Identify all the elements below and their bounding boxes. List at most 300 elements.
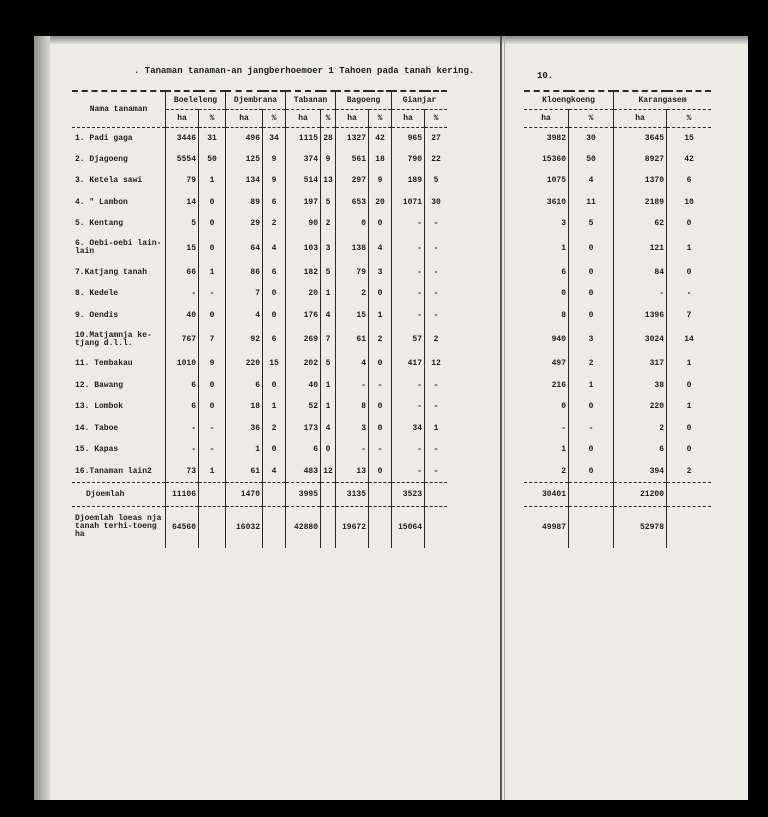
bagoeng-ha-cell: 79 (336, 262, 369, 284)
table-row (524, 235, 711, 262)
total-value: 3995 (286, 482, 321, 506)
kloengkoeng-pct-cell: 1 (569, 375, 614, 397)
bagoeng-ha-cell: - (336, 375, 369, 397)
karangasem-pct-cell: - (686, 289, 692, 299)
djembrana-pct-cell: 0 (263, 305, 286, 327)
bagoeng-ha-cell: 2 (336, 283, 369, 305)
boeleleng-pct-cell: - (199, 283, 226, 305)
table-row (524, 192, 711, 214)
bagoeng-pct-cell: 0 (369, 418, 392, 440)
bagoeng-ha-cell: 297 (336, 170, 369, 192)
kloengkoeng-ha-cell: 2 (524, 461, 569, 483)
boeleleng-pct-cell: 0 (199, 305, 226, 327)
tabanan-ha-cell: 202 (286, 353, 321, 375)
header-unit-pct: % (433, 113, 439, 123)
area-spacer (425, 506, 448, 548)
bagoeng-pct-cell: - (369, 375, 392, 397)
header-unit-pct: % (369, 109, 392, 127)
total-spacer (263, 482, 286, 506)
table-row (72, 213, 447, 235)
boeleleng-ha-cell: 6 (166, 375, 199, 397)
bagoeng-pct-cell: 18 (369, 149, 392, 171)
kloengkoeng-pct-cell: 11 (569, 192, 614, 214)
header-unit-ha: ha (226, 109, 263, 127)
karangasem-pct-cell: 7 (686, 310, 692, 320)
crop-name: 8. Kedele (72, 283, 166, 305)
karangasem-pct-cell: 14 (684, 335, 694, 344)
karangasem-ha-cell: 220 (614, 396, 667, 418)
bagoeng-pct-cell: 0 (369, 461, 392, 483)
tabanan-pct-cell: 7 (321, 326, 336, 353)
tabanan-pct-cell: 5 (321, 192, 336, 214)
karangasem-pct-cell: 0 (686, 445, 692, 455)
area-spacer (321, 506, 336, 548)
boeleleng-pct-cell: 7 (199, 326, 226, 353)
header-unit-pct: % (321, 109, 336, 127)
crop-table-left (72, 90, 447, 548)
kloengkoeng-ha-cell: 8 (524, 305, 569, 327)
bagoeng-pct-cell: 0 (369, 283, 392, 305)
crop-name: 12. Bawang (72, 375, 166, 397)
boeleleng-ha-cell: 6 (166, 396, 199, 418)
djembrana-ha-cell: 496 (226, 127, 263, 149)
djembrana-ha-cell: 86 (226, 262, 263, 284)
djembrana-ha-cell: 6 (226, 375, 263, 397)
bagoeng-ha-cell: 61 (336, 326, 369, 353)
bagoeng-ha-cell: 561 (336, 149, 369, 171)
djembrana-pct-cell: 9 (263, 149, 286, 171)
total-spacer (667, 482, 712, 506)
tabanan-pct-cell: 1 (321, 375, 336, 397)
table-row (524, 439, 711, 461)
djembrana-ha-cell: 29 (226, 213, 263, 235)
table-row (72, 439, 447, 461)
table-row (72, 170, 447, 192)
gianjar-ha-cell: 1071 (392, 192, 425, 214)
boeleleng-ha-cell: 5554 (166, 149, 199, 171)
tabanan-pct-cell: 5 (321, 262, 336, 284)
boeleleng-pct-cell: 0 (199, 375, 226, 397)
karangasem-ha-cell: 1396 (614, 305, 667, 327)
document-page (34, 36, 748, 800)
total-spacer (321, 482, 336, 506)
header-unit-ha: ha (286, 109, 321, 127)
table-row (72, 461, 447, 483)
bagoeng-pct-cell: - (369, 439, 392, 461)
gianjar-pct-cell: 12 (431, 359, 441, 369)
karangasem-pct-cell: 1 (686, 243, 692, 253)
table-row (524, 213, 711, 235)
boeleleng-ha-cell: 767 (166, 326, 199, 353)
gianjar-pct-cell: - (433, 310, 439, 320)
crop-name: 10.Matjamnja ke-tjang d.l.l. (72, 326, 166, 353)
boeleleng-pct-cell: 0 (199, 192, 226, 214)
total-row (524, 482, 711, 506)
table-row (72, 127, 447, 149)
kloengkoeng-ha-cell: 1 (524, 439, 569, 461)
djembrana-ha-cell: 134 (226, 170, 263, 192)
kloengkoeng-pct-cell: 0 (569, 305, 614, 327)
gianjar-ha-cell: - (392, 305, 425, 327)
kloengkoeng-pct-cell: 30 (569, 127, 614, 149)
crop-name: 5. Kentang (72, 213, 166, 235)
boeleleng-ha-cell: - (166, 439, 199, 461)
boeleleng-pct-cell: - (199, 418, 226, 440)
total-spacer (369, 482, 392, 506)
tabanan-pct-cell: 1 (321, 396, 336, 418)
tabanan-pct-cell: 3 (321, 235, 336, 262)
boeleleng-ha-cell: 79 (166, 170, 199, 192)
tabanan-ha-cell: 40 (286, 375, 321, 397)
page-left-edge (34, 36, 50, 800)
karangasem-pct-cell: 10 (684, 197, 694, 207)
bagoeng-ha-cell: - (336, 439, 369, 461)
area-spacer (199, 506, 226, 548)
crop-name: 11. Tembakau (72, 353, 166, 375)
tabanan-ha-cell: 1115 (286, 127, 321, 149)
bagoeng-pct-cell: 0 (369, 213, 392, 235)
area-value: 15064 (392, 506, 425, 548)
djembrana-ha-cell: 36 (226, 418, 263, 440)
gianjar-ha-cell: 189 (392, 170, 425, 192)
tabanan-pct-cell: 5 (321, 353, 336, 375)
table-row (72, 262, 447, 284)
page-fold-shadow (504, 36, 505, 800)
total-row (72, 482, 447, 506)
boeleleng-ha-cell: 73 (166, 461, 199, 483)
table-row (524, 262, 711, 284)
djembrana-pct-cell: 6 (263, 192, 286, 214)
tabanan-pct-cell: 12 (321, 461, 336, 483)
table-row (72, 192, 447, 214)
total-value: 21200 (614, 482, 667, 506)
total-value: 11106 (166, 482, 199, 506)
area-spacer (667, 506, 712, 548)
crop-name: 14. Taboe (72, 418, 166, 440)
tabanan-ha-cell: 90 (286, 213, 321, 235)
kloengkoeng-ha-cell: 15360 (524, 149, 569, 171)
karangasem-ha-cell: 84 (614, 262, 667, 284)
header-unit-pct: % (686, 113, 692, 123)
boeleleng-pct-cell: 0 (199, 235, 226, 262)
bagoeng-ha-cell: 3 (336, 418, 369, 440)
djembrana-ha-cell: 220 (226, 353, 263, 375)
tabanan-pct-cell: 4 (321, 418, 336, 440)
tabanan-pct-cell: 4 (321, 305, 336, 327)
page-fold (500, 36, 502, 800)
area-row (72, 506, 447, 548)
table-row (72, 283, 447, 305)
area-value: 42880 (286, 506, 321, 548)
kloengkoeng-pct-cell: 0 (569, 283, 614, 305)
document-title: . Tanaman tanaman-an jangberhoemoer 1 Tahoen pada tanah kering. (134, 66, 475, 76)
gianjar-pct-cell: - (433, 289, 439, 299)
karangasem-ha-cell: 8927 (614, 149, 667, 171)
kloengkoeng-ha-cell: 497 (524, 353, 569, 375)
gianjar-ha-cell: - (392, 235, 425, 262)
karangasem-pct-cell: 42 (684, 154, 694, 164)
bagoeng-pct-cell: 9 (369, 170, 392, 192)
djembrana-pct-cell: 1 (263, 396, 286, 418)
karangasem-ha-cell: 3024 (614, 326, 667, 353)
header-unit-pct: % (263, 109, 286, 127)
karangasem-ha-cell: 2189 (614, 192, 667, 214)
djembrana-pct-cell: 4 (263, 235, 286, 262)
area-label: Djoemlah loeas nja tanah terhi-toeng ha (72, 506, 166, 548)
bagoeng-pct-cell: 42 (369, 127, 392, 149)
karangasem-pct-cell: 0 (686, 423, 692, 433)
bagoeng-pct-cell: 0 (369, 353, 392, 375)
bagoeng-ha-cell: 15 (336, 305, 369, 327)
kloengkoeng-ha-cell: 3610 (524, 192, 569, 214)
boeleleng-ha-cell: - (166, 418, 199, 440)
karangasem-ha-cell: 38 (614, 375, 667, 397)
boeleleng-ha-cell: 3446 (166, 127, 199, 149)
djembrana-pct-cell: 2 (263, 213, 286, 235)
gianjar-ha-cell: - (392, 396, 425, 418)
crop-name: 9. Oendis (72, 305, 166, 327)
kloengkoeng-ha-cell: - (524, 418, 569, 440)
header-unit-ha: ha (524, 109, 569, 127)
gianjar-pct-cell: 1 (433, 423, 439, 433)
djembrana-pct-cell: 9 (263, 170, 286, 192)
gianjar-ha-cell: 790 (392, 149, 425, 171)
table-row (524, 353, 711, 375)
header-name-col: Nama tanaman (72, 91, 166, 127)
gianjar-pct-cell: 5 (433, 176, 439, 186)
djembrana-pct-cell: 0 (263, 375, 286, 397)
header-region: Djembrana (226, 91, 286, 109)
kloengkoeng-ha-cell: 1 (524, 235, 569, 262)
kloengkoeng-pct-cell: 0 (569, 235, 614, 262)
area-value: 19672 (336, 506, 369, 548)
area-value: 49987 (524, 506, 569, 548)
djembrana-ha-cell: 18 (226, 396, 263, 418)
gianjar-ha-cell: 57 (392, 326, 425, 353)
crop-name: 3. Ketela sawi (72, 170, 166, 192)
kloengkoeng-ha-cell: 0 (524, 283, 569, 305)
djembrana-ha-cell: 89 (226, 192, 263, 214)
djembrana-ha-cell: 7 (226, 283, 263, 305)
bagoeng-ha-cell: 138 (336, 235, 369, 262)
bagoeng-ha-cell: 13 (336, 461, 369, 483)
area-spacer (263, 506, 286, 548)
gianjar-ha-cell: - (392, 213, 425, 235)
table-row (524, 396, 711, 418)
karangasem-pct-cell: 2 (686, 466, 692, 476)
area-row (524, 506, 711, 548)
tabanan-ha-cell: 52 (286, 396, 321, 418)
table-row (524, 418, 711, 440)
karangasem-pct-cell: 6 (686, 176, 692, 186)
gianjar-pct-cell: - (433, 267, 439, 277)
header-region: Kloengkoeng (524, 91, 614, 109)
header-region: Karangasem (638, 95, 687, 105)
gianjar-pct-cell: - (433, 219, 439, 229)
total-value: 3523 (392, 482, 425, 506)
table-row (72, 375, 447, 397)
area-value: 64560 (166, 506, 199, 548)
gianjar-pct-cell: - (433, 466, 439, 476)
total-value: 1470 (226, 482, 263, 506)
area-spacer (369, 506, 392, 548)
djembrana-pct-cell: 6 (263, 326, 286, 353)
table-row (72, 149, 447, 171)
boeleleng-pct-cell: 1 (199, 461, 226, 483)
table-row (72, 305, 447, 327)
djembrana-pct-cell: 0 (263, 283, 286, 305)
boeleleng-ha-cell: - (166, 283, 199, 305)
boeleleng-pct-cell: 1 (199, 170, 226, 192)
kloengkoeng-pct-cell: 0 (569, 396, 614, 418)
boeleleng-ha-cell: 66 (166, 262, 199, 284)
bagoeng-pct-cell: 4 (369, 235, 392, 262)
crop-name: 7.Katjang tanah (72, 262, 166, 284)
djembrana-ha-cell: 4 (226, 305, 263, 327)
tabanan-ha-cell: 374 (286, 149, 321, 171)
header-unit-ha: ha (614, 109, 667, 127)
page-number: 10. (537, 71, 554, 81)
total-label: Djoemlah (72, 482, 166, 506)
karangasem-pct-cell: 1 (686, 359, 692, 369)
crop-name: 16.Tanaman lain2 (72, 461, 166, 483)
header-region: Bagoeng (336, 91, 392, 109)
bagoeng-pct-cell: 0 (369, 396, 392, 418)
gianjar-pct-cell: - (433, 243, 439, 253)
djembrana-ha-cell: 125 (226, 149, 263, 171)
boeleleng-pct-cell: - (199, 439, 226, 461)
tabanan-ha-cell: 514 (286, 170, 321, 192)
crop-name: 2. Djagoeng (72, 149, 166, 171)
crop-name: 1. Padi gaga (72, 127, 166, 149)
table-row (524, 305, 711, 327)
bagoeng-ha-cell: 653 (336, 192, 369, 214)
karangasem-ha-cell: 317 (614, 353, 667, 375)
table-row (524, 326, 711, 353)
karangasem-pct-cell: 0 (686, 380, 692, 390)
karangasem-pct-cell: 1 (686, 402, 692, 412)
kloengkoeng-pct-cell: 3 (569, 326, 614, 353)
bagoeng-ha-cell: 4 (336, 353, 369, 375)
bagoeng-ha-cell: 8 (336, 396, 369, 418)
djembrana-ha-cell: 92 (226, 326, 263, 353)
kloengkoeng-pct-cell: 4 (569, 170, 614, 192)
tabanan-ha-cell: 103 (286, 235, 321, 262)
header-unit-ha: ha (336, 109, 369, 127)
gianjar-ha-cell: - (392, 461, 425, 483)
total-value: 30401 (524, 482, 569, 506)
karangasem-ha-cell: - (614, 283, 667, 305)
gianjar-ha-cell: - (392, 283, 425, 305)
djembrana-pct-cell: 15 (263, 353, 286, 375)
boeleleng-pct-cell: 1 (199, 262, 226, 284)
gianjar-pct-cell: 27 (431, 133, 441, 143)
kloengkoeng-ha-cell: 3982 (524, 127, 569, 149)
bagoeng-pct-cell: 3 (369, 262, 392, 284)
boeleleng-ha-cell: 14 (166, 192, 199, 214)
bagoeng-ha-cell: 1327 (336, 127, 369, 149)
gianjar-ha-cell: 965 (392, 127, 425, 149)
tabanan-pct-cell: 28 (321, 127, 336, 149)
tabanan-pct-cell: 0 (321, 439, 336, 461)
djembrana-ha-cell: 1 (226, 439, 263, 461)
page-top-edge (34, 36, 748, 44)
gianjar-ha-cell: 417 (392, 353, 425, 375)
area-value: 16032 (226, 506, 263, 548)
total-spacer (425, 482, 448, 506)
tabanan-ha-cell: 173 (286, 418, 321, 440)
table-row (72, 235, 447, 262)
table-row (72, 396, 447, 418)
boeleleng-pct-cell: 0 (199, 396, 226, 418)
karangasem-ha-cell: 2 (614, 418, 667, 440)
header-unit-pct: % (569, 109, 614, 127)
table-row (524, 127, 711, 149)
kloengkoeng-ha-cell: 1075 (524, 170, 569, 192)
boeleleng-ha-cell: 1010 (166, 353, 199, 375)
kloengkoeng-ha-cell: 0 (524, 396, 569, 418)
total-spacer (199, 482, 226, 506)
kloengkoeng-ha-cell: 216 (524, 375, 569, 397)
bagoeng-pct-cell: 1 (369, 305, 392, 327)
boeleleng-pct-cell: 50 (199, 149, 226, 171)
kloengkoeng-ha-cell: 3 (524, 213, 569, 235)
boeleleng-ha-cell: 15 (166, 235, 199, 262)
tabanan-ha-cell: 483 (286, 461, 321, 483)
boeleleng-ha-cell: 40 (166, 305, 199, 327)
tabanan-ha-cell: 20 (286, 283, 321, 305)
tabanan-ha-cell: 197 (286, 192, 321, 214)
djembrana-pct-cell: 2 (263, 418, 286, 440)
header-region: Tabanan (286, 91, 336, 109)
crop-name: 4. " Lambon (72, 192, 166, 214)
gianjar-pct-cell: - (433, 380, 439, 390)
boeleleng-pct-cell: 31 (199, 127, 226, 149)
gianjar-ha-cell: - (392, 439, 425, 461)
kloengkoeng-ha-cell: 6 (524, 262, 569, 284)
header-region: Gianjar (402, 95, 437, 105)
gianjar-ha-cell: 34 (392, 418, 425, 440)
crop-name: 15. Kapas (72, 439, 166, 461)
karangasem-pct-cell: 0 (686, 267, 692, 277)
tabanan-pct-cell: 13 (321, 170, 336, 192)
table-row (72, 353, 447, 375)
total-spacer (569, 482, 614, 506)
table-row (524, 375, 711, 397)
total-value: 3135 (336, 482, 369, 506)
header-unit-pct: % (199, 109, 226, 127)
kloengkoeng-pct-cell: 2 (569, 353, 614, 375)
tabanan-pct-cell: 1 (321, 283, 336, 305)
djembrana-ha-cell: 64 (226, 235, 263, 262)
crop-table-right (524, 90, 711, 548)
bagoeng-pct-cell: 2 (369, 326, 392, 353)
area-value: 52978 (614, 506, 667, 548)
tabanan-ha-cell: 6 (286, 439, 321, 461)
djembrana-pct-cell: 6 (263, 262, 286, 284)
table-row (524, 149, 711, 171)
table-row (524, 283, 711, 305)
crop-name: 6. Oebi-oebi lain-lain (72, 235, 166, 262)
gianjar-ha-cell: - (392, 375, 425, 397)
header-region: Boeleleng (166, 91, 226, 109)
kloengkoeng-pct-cell: 0 (569, 461, 614, 483)
kloengkoeng-pct-cell: 0 (569, 262, 614, 284)
djembrana-pct-cell: 0 (263, 439, 286, 461)
karangasem-ha-cell: 1370 (614, 170, 667, 192)
boeleleng-pct-cell: 0 (199, 213, 226, 235)
gianjar-pct-cell: - (433, 402, 439, 412)
